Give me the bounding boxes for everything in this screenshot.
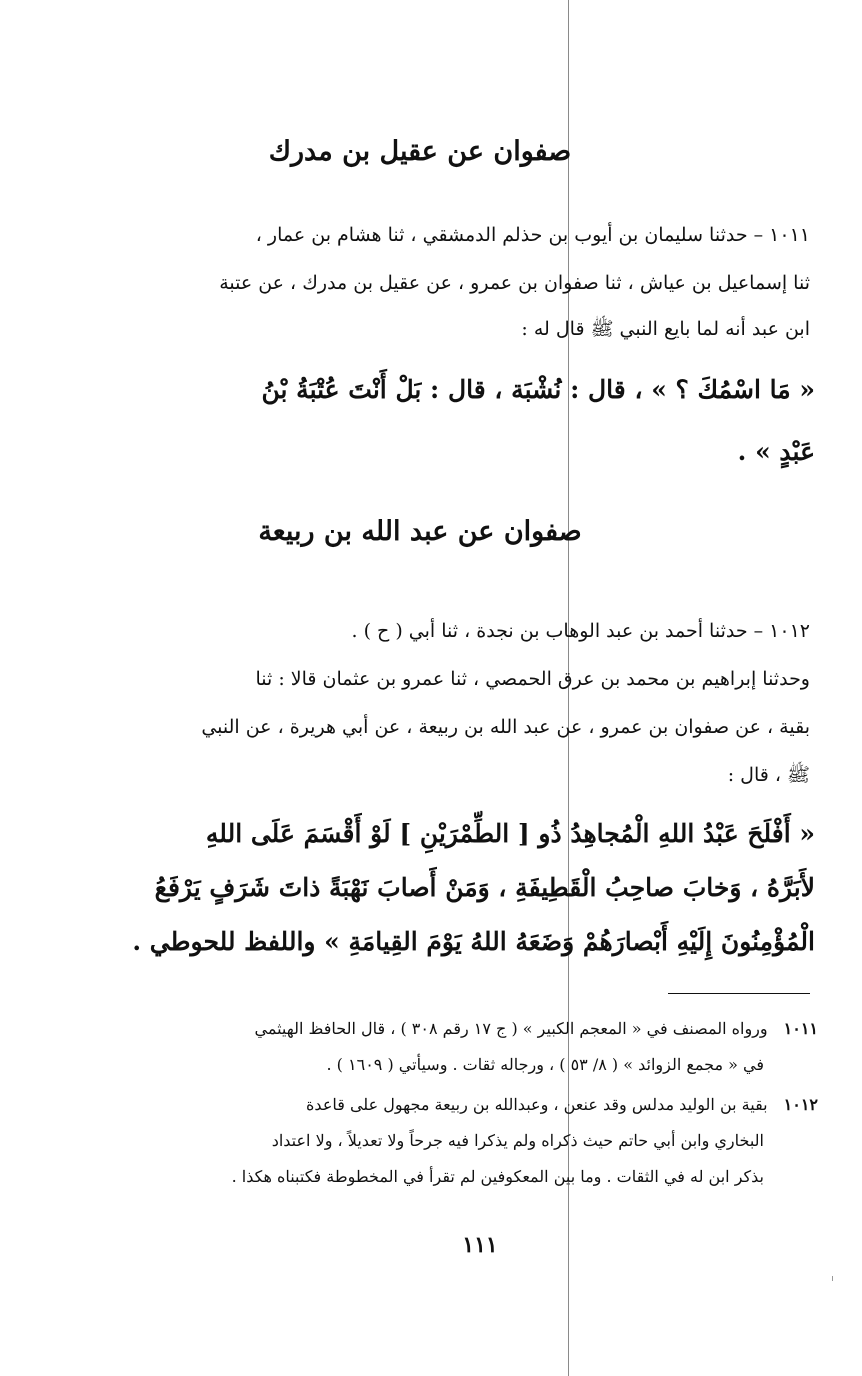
footnote-number: ١٠١٢	[783, 1095, 818, 1114]
scan-edge-mark	[832, 1276, 833, 1281]
footnote-1011-line-2: في « مجمع الزوائد » ( ٨/ ٥٣ ) ، ورجاله ثقات . وسيأتي ( ١٦٠٩ ) .	[326, 1055, 764, 1074]
hadith-1012-isnad-line-1: ١٠١٢ – حدثنا أحمد بن عبد الوهاب بن نجدة ، ثنا أبي ( ح ) .	[351, 620, 810, 642]
hadith-1011-matn-line-1: « مَا اسْمُكَ ؟ » ، قال : نُشْبَة ، قال : بَلْ أَنْتَ عُتْبَةُ بْنُ	[261, 375, 815, 404]
hadith-1012-matn-line-1: « أَفْلَحَ عَبْدُ اللهِ الْمُجاهِدُ ذُو [ الطِّمْرَيْنِ ] لَوْ أَقْسَمَ عَلَى اللهِ	[205, 819, 815, 848]
hadith-1012-isnad-line-2: وحدثنا إبراهيم بن محمد بن عرق الحمصي ، ثنا عمرو بن عثمان قالا : ثنا	[255, 668, 810, 690]
hadith-1012-isnad-line-3: بقية ، عن صفوان بن عمرو ، عن عبد الله بن ربيعة ، عن أبي هريرة ، عن النبي	[201, 716, 810, 738]
footnote-number: ١٠١١	[783, 1019, 818, 1038]
hadith-1011-isnad-line-1: ١٠١١ – حدثنا سليمان بن أيوب بن حذلم الدمشقي ، ثنا هشام بن عمار ،	[255, 224, 810, 246]
footnote-1012-line-3: بذكر ابن له في الثقات . وما بين المعكوفين لم تقرأ في المخطوطة فكتبناه هكذا .	[231, 1167, 764, 1186]
footnote-1012-line-1	[118, 1092, 818, 1118]
hadith-1011-isnad-line-2: ثنا إسماعيل بن عياش ، ثنا صفوان بن عمرو ، عن عقيل بن مدرك ، عن عتبة	[219, 272, 810, 294]
footnote-text: ورواه المصنف في « المعجم الكبير » ( ج ١٧ رقم ٣٠٨ ) ، قال الحافظ الهيثمي	[254, 1019, 768, 1038]
section-heading-safwan-abdullah: صفوان عن عبد الله بن ربيعة	[258, 516, 582, 547]
section-heading-safwan-aqil: صفوان عن عقيل بن مدرك	[268, 136, 572, 167]
hadith-1011-matn-line-2: عَبْدٍ » .	[737, 437, 815, 466]
footnote-1011-line-1	[118, 1016, 818, 1042]
footnote-separator	[668, 993, 810, 994]
footnote-text: بقية بن الوليد مدلس وقد عنعن ، وعبدالله بن ربيعة مجهول على قاعدة	[306, 1095, 768, 1114]
page-number: ١١١	[462, 1232, 498, 1258]
hadith-1012-matn-line-2: لأَبَرَّهُ ، وَخابَ صاحِبُ الْقَطِيفَةِ ، وَمَنْ أَصابَ نَهْبَةً ذاتَ شَرَفٍ يَرْفَعُ	[154, 873, 815, 902]
footnote-1012-line-2: البخاري وابن أبي حاتم حيث ذكراه ولم يذكرا فيه جرحاً ولا تعديلاً ، ولا اعتداد	[271, 1131, 764, 1150]
hadith-1012-matn-line-3: الْمُؤْمِنُونَ إِلَيْهِ أَبْصارَهُمْ وَضَعَهُ اللهُ يَوْمَ القِيامَةِ » واللفظ للحوطي .	[132, 927, 815, 956]
hadith-1012-isnad-line-4: ﷺ ، قال :	[727, 764, 810, 786]
hadith-1011-isnad-line-3: ابن عبد أنه لما بايع النبي ﷺ قال له :	[521, 318, 810, 340]
